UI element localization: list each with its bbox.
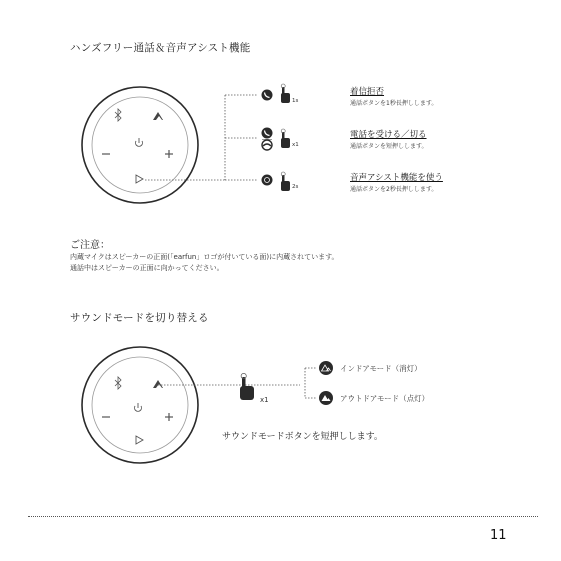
speaker-top-view-1: [82, 87, 198, 203]
hand-press-icon: [281, 84, 290, 103]
press-count-label: x1: [260, 396, 269, 404]
press-count-label: x1: [292, 142, 299, 148]
hand-press-icon: [281, 172, 290, 191]
sound-mode-caption: サウンドモードボタンを短押しします。: [222, 432, 383, 442]
page-number: 11: [490, 528, 507, 543]
footer-divider: [28, 516, 538, 517]
function-desc: 通話ボタンを2秒長押しします。: [350, 186, 438, 193]
hand-press-icon: [240, 373, 254, 400]
call-icon: [262, 128, 273, 139]
indoor-mode-label: インドアモード（消灯）: [340, 364, 422, 373]
hang-up-icon: [262, 140, 272, 150]
section1-title: ハンズフリー通話＆音声アシスト機能: [70, 42, 251, 54]
indoor-mode-icon: [319, 361, 333, 375]
hand-press-icon: [281, 129, 290, 148]
outdoor-mode-icon: [319, 391, 333, 405]
call-icon: [262, 90, 273, 101]
section2-title: サウンドモードを切り替える: [70, 312, 209, 324]
speaker-top-view-2: [82, 347, 198, 463]
function-title: 音声アシスト機能を使う: [350, 173, 443, 183]
notes-heading: ご注意：: [70, 240, 110, 251]
function-desc: 通話ボタンを1秒長押しします。: [350, 100, 438, 107]
function-title: 着信拒否: [350, 87, 385, 97]
press-count-label: 1s: [292, 98, 299, 104]
press-count-label: 2s: [292, 184, 299, 190]
notes-line: 通話中はスピーカーの正面に向かってください。: [70, 264, 224, 272]
outdoor-mode-label: アウトドアモード（点灯）: [340, 394, 430, 403]
function-desc: 通話ボタンを短押しします。: [350, 143, 428, 150]
voice-assistant-icon: [262, 175, 273, 186]
notes-line: 内蔵マイクはスピーカーの正面(「earfun」ロゴが付いている面)に内蔵されています。: [70, 253, 339, 261]
function-title: 電話を受ける／切る: [350, 130, 427, 140]
